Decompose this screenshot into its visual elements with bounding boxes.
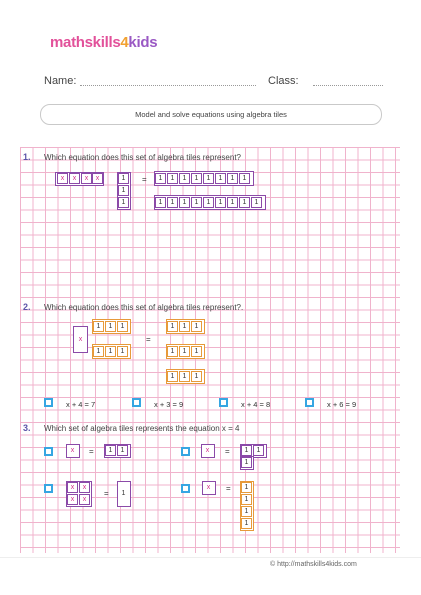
x-tile: x [203,482,214,493]
class-label: Class: [268,75,299,87]
class-field[interactable] [313,85,383,86]
unit-tile: 1 [191,346,202,357]
name-field[interactable] [80,85,256,86]
unit-tile: 1 [191,197,202,208]
unit-tile: 1 [105,321,116,332]
unit-tile: 1 [105,445,116,456]
x-tile: x [81,173,92,184]
unit-tile: 1 [167,346,178,357]
unit-tile: 1 [241,518,252,529]
x-tile: x [67,445,78,456]
unit-tile: 1 [179,346,190,357]
unit-tile: 1 [203,197,214,208]
unit-tile: 1 [155,173,166,184]
unit-tile: 1 [117,346,128,357]
unit-tile: 1 [105,346,116,357]
unit-tile: 1 [167,321,178,332]
x-tile: x [67,482,78,493]
unit-tile: 1 [118,185,129,196]
x-tile: x [79,494,90,505]
unit-tile: 1 [215,197,226,208]
unit-tile: 1 [93,321,104,332]
unit-tile: 1 [241,506,252,517]
unit-tile: 1 [241,482,252,493]
x-tile: x [69,173,80,184]
q3-option-a-checkbox[interactable] [44,447,53,456]
question-2-number: 2. [23,302,31,312]
equals-sign: = [142,175,147,184]
unit-tile: 1 [167,173,178,184]
q2-option-c-checkbox[interactable] [219,398,228,407]
equals-sign: = [225,447,230,456]
x-tile: x [67,494,78,505]
equals-sign: = [146,335,151,344]
equals-sign: = [226,484,231,493]
q2-option-a: x + 4 = 7 [66,400,96,409]
q2-option-c: x + 4 = 8 [241,400,271,409]
footer-divider [0,557,421,558]
unit-tile: 1 [118,488,129,499]
q2-option-d-checkbox[interactable] [305,398,314,407]
q3-option-b-checkbox[interactable] [181,447,190,456]
question-1-number: 1. [23,152,31,162]
unit-tile: 1 [191,321,202,332]
equals-sign: = [89,447,94,456]
question-2-text: Which equation does this set of algebra tiles represent?. [44,303,244,312]
q3-option-d-checkbox[interactable] [181,484,190,493]
unit-tile: 1 [191,371,202,382]
x-tile: x [202,445,213,456]
unit-tile: 1 [167,197,178,208]
q2-option-b: x + 3 = 9 [154,400,184,409]
unit-tile: 1 [179,173,190,184]
unit-tile: 1 [155,197,166,208]
unit-tile: 1 [179,321,190,332]
q3-option-c-checkbox[interactable] [44,484,53,493]
unit-tile: 1 [117,321,128,332]
q2-option-b-checkbox[interactable] [132,398,141,407]
unit-tile: 1 [253,445,264,456]
unit-tile: 1 [239,173,250,184]
unit-tile: 1 [191,173,202,184]
unit-tile: 1 [251,197,262,208]
question-3-number: 3. [23,423,31,433]
unit-tile: 1 [241,445,252,456]
name-label: Name: [44,75,77,87]
unit-tile: 1 [203,173,214,184]
unit-tile: 1 [117,445,128,456]
unit-tile: 1 [227,197,238,208]
q2-option-d: x + 6 = 9 [327,400,357,409]
unit-tile: 1 [118,173,129,184]
equals-sign: = [104,489,109,498]
unit-tile: 1 [227,173,238,184]
unit-tile: 1 [179,197,190,208]
site-logo: mathskills4kids [50,34,158,51]
unit-tile: 1 [239,197,250,208]
unit-tile: 1 [241,494,252,505]
question-3-text: Which set of algebra tiles represents the equation x = 4 [44,424,240,433]
x-tile: x [79,482,90,493]
unit-tile: 1 [167,371,178,382]
x-tile: x [92,173,103,184]
worksheet-title: Model and solve equations using algebra tiles [40,104,382,125]
unit-tile: 1 [93,346,104,357]
x-tile: x [75,334,86,345]
unit-tile: 1 [241,457,252,468]
footer-url: © http://mathskills4kids.com [270,561,357,568]
unit-tile: 1 [215,173,226,184]
x-tile: x [57,173,68,184]
unit-tile: 1 [179,371,190,382]
q2-option-a-checkbox[interactable] [44,398,53,407]
question-1-text: Which equation does this set of algebra tiles represent? [44,153,242,162]
unit-tile: 1 [118,197,129,208]
